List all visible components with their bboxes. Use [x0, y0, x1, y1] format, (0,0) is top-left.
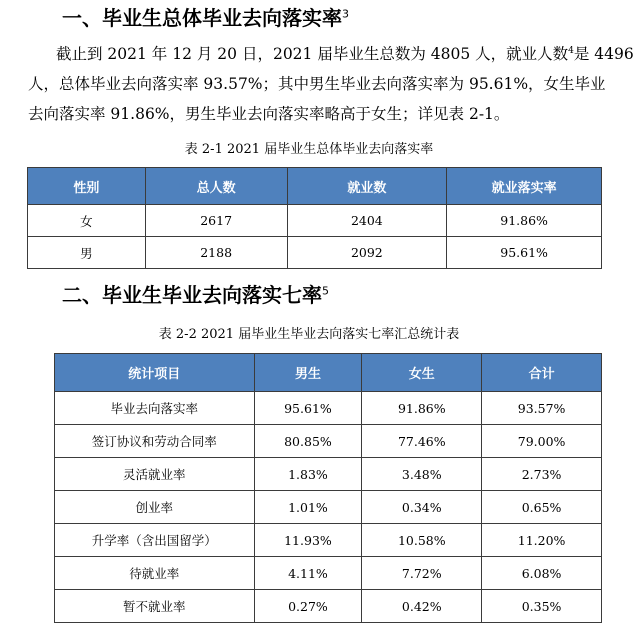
table-cell: 93.57% — [482, 392, 602, 425]
table-cell: 2404 — [287, 205, 447, 237]
table-row — [55, 491, 602, 524]
table-cell: 1.01% — [254, 491, 362, 524]
column-header: 统计项目 — [55, 354, 255, 392]
table-row — [55, 524, 602, 557]
table-row — [55, 590, 602, 623]
table-cell: 10.58% — [362, 524, 482, 557]
section-heading-overall-rate: 一、毕业生总体毕业去向落实率$^3$ — [62, 6, 349, 30]
column-header: 总人数 — [145, 168, 287, 205]
column-header: 就业数 — [287, 168, 447, 205]
table-cell: 79.00% — [482, 425, 602, 458]
table-header-row — [28, 168, 602, 205]
table-cell: 暂不就业率 — [55, 590, 255, 623]
table-cell: 11.93% — [254, 524, 362, 557]
table-row — [28, 205, 602, 237]
table-cell: 7.72% — [362, 557, 482, 590]
table-cell: 女 — [28, 205, 146, 237]
seven-rates-table — [54, 353, 602, 623]
table-row — [28, 237, 602, 269]
table-cell: 77.46% — [362, 425, 482, 458]
table-cell: 创业率 — [55, 491, 255, 524]
table-cell: 待就业率 — [55, 557, 255, 590]
table-cell: 2.73% — [482, 458, 602, 491]
table-header-row — [55, 354, 602, 392]
table-cell: 0.27% — [254, 590, 362, 623]
table-caption: 表 2-2 2021 届毕业生毕业去向落实七率汇总统计表 — [158, 327, 460, 342]
table-cell: 1.83% — [254, 458, 362, 491]
table-caption: 表 2-1 2021 届毕业生总体毕业去向落实率 — [184, 142, 434, 157]
table-cell: 2092 — [287, 237, 447, 269]
column-header: 男生 — [254, 354, 362, 392]
table-cell: 升学率（含出国留学） — [55, 524, 255, 557]
table-cell: 2188 — [145, 237, 287, 269]
table-cell: 0.42% — [362, 590, 482, 623]
table-cell: 0.34% — [362, 491, 482, 524]
summary-paragraph: 截止到 2021 年 12 月 20 日，2021 届毕业生总数为 4805 人，就业人数$^4$是 4496 人，总体毕业去向落实率 93.57%；其中男生毕业去向落实率为 95.61%，女生毕业 去向落实率 91.86%，男生毕业去向落实率略高于女生；详见表 2-1。 — [28, 45, 634, 124]
table-cell: 2617 — [145, 205, 287, 237]
table-cell: 91.86% — [447, 205, 602, 237]
table-cell: 4.11% — [254, 557, 362, 590]
table-cell: 11.20% — [482, 524, 602, 557]
column-header: 女生 — [362, 354, 482, 392]
table-cell: 灵活就业率 — [55, 458, 255, 491]
overall-rate-table — [27, 167, 602, 269]
column-header: 性别 — [28, 168, 146, 205]
column-header: 就业落实率 — [447, 168, 602, 205]
footnote-mark: 3 — [342, 7, 349, 21]
column-header: 合计 — [482, 354, 602, 392]
table-row — [55, 458, 602, 491]
table-cell: 80.85% — [254, 425, 362, 458]
table-cell: 3.48% — [362, 458, 482, 491]
table-cell: 0.65% — [482, 491, 602, 524]
table-row — [55, 392, 602, 425]
section-heading-seven-rates: 二、毕业生毕业去向落实七率$^5$ — [62, 283, 329, 307]
table-cell: 签订协议和劳动合同率 — [55, 425, 255, 458]
table-cell: 91.86% — [362, 392, 482, 425]
table-cell: 0.35% — [482, 590, 602, 623]
table-cell: 毕业去向落实率 — [55, 392, 255, 425]
table-row — [55, 425, 602, 458]
table-cell: 6.08% — [482, 557, 602, 590]
table-row — [55, 557, 602, 590]
footnote-mark: 4 — [568, 46, 574, 56]
table-cell: 95.61% — [254, 392, 362, 425]
table-cell: 95.61% — [447, 237, 602, 269]
footnote-mark: 5 — [322, 284, 329, 298]
table-cell: 男 — [28, 237, 146, 269]
